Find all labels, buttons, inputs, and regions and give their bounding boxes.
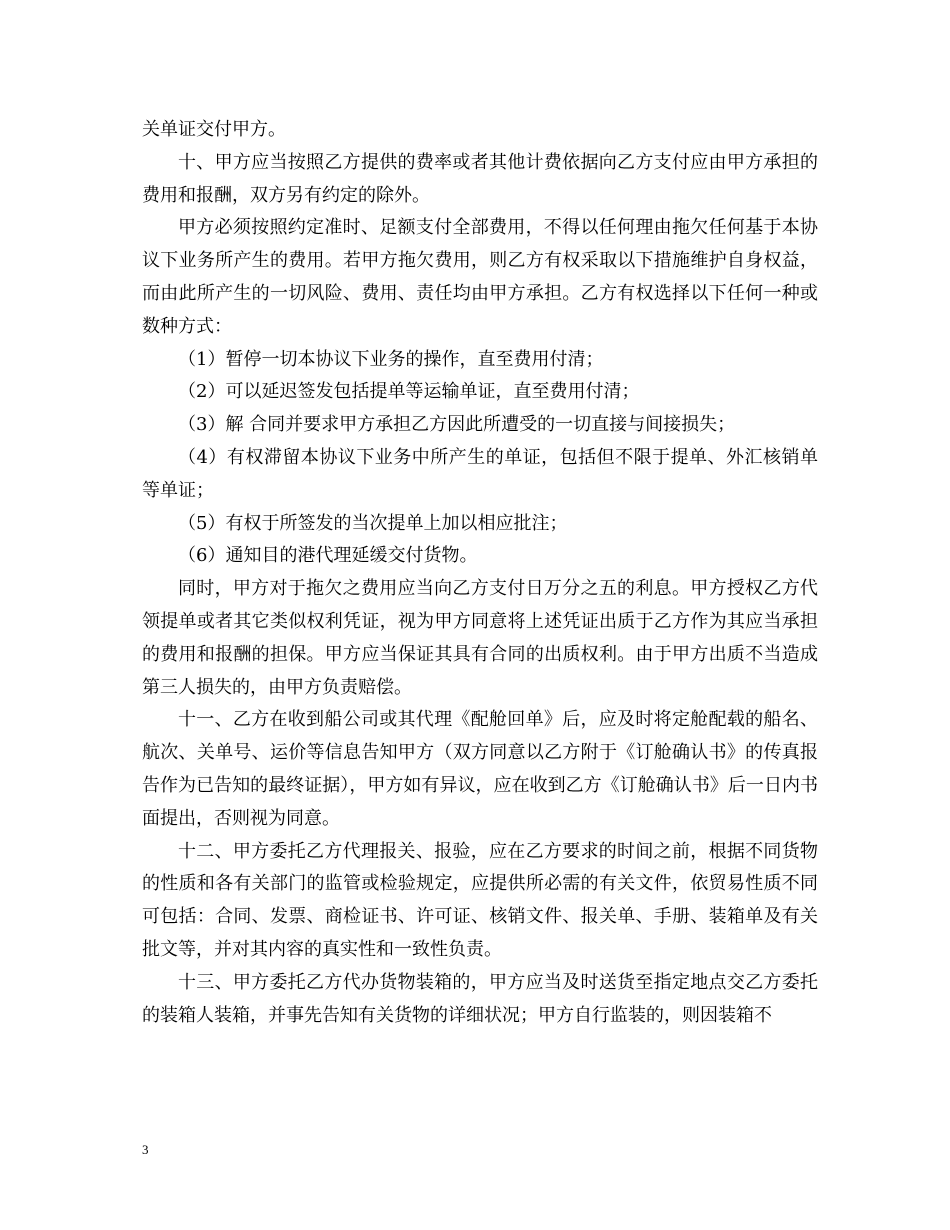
list-item-3: （3）解 合同并要求甲方承担乙方因此所遭受的一切直接与间接损失； — [178, 414, 736, 436]
list-item-4: （4）有权滞留本协议下业务中所产生的单证，包括但不限于提单、外汇核销单等单证； — [142, 446, 818, 501]
page-number: 3 — [142, 1142, 149, 1157]
list-item-5: （5）有权于所签发的当次提单上加以相应批注； — [178, 512, 568, 534]
paragraph-clause-11: 十一、乙方在收到船公司或其代理《配舱回单》后，应及时将定舱配载的船名、航次、关单号、运价等信息告知甲方（双方同意以乙方附于《订舱确认书》的传真报告作为已告知的最终证据），甲方如有异议，应在收到乙方《订舱确认书》后一日内书面提出，否则视为同意。 — [142, 709, 818, 829]
list-item-2: （2）可以延迟签发包括提单等运输单证，直至费用付清； — [178, 381, 640, 403]
paragraph-clause-12: 十二、甲方委托乙方代理报关、报验，应在乙方要求的时间之前，根据不同货物的性质和各有关部门的监管或检验规定，应提供所必需的有关文件，依贸易性质不同可包括：合同、发票、商检证书、许可证、核销文件、报关单、手册、装箱单及有关批文等，并对其内容的真实性和一致性负责。 — [142, 840, 818, 960]
paragraph-continuation: 关单证交付甲方。 — [142, 119, 286, 140]
paragraph-clause-10: 十、甲方应当按照乙方提供的费率或者其他计费依据向乙方支付应由甲方承担的费用和报酬，双方另有约定的除外。 — [142, 151, 818, 206]
paragraph-payment-obligation: 甲方必须按照约定准时、足额支付全部费用，不得以任何理由拖欠任何基于本协议下业务所产生的费用。若甲方拖欠费用，则乙方有权采取以下措施维护自身权益，而由此所产生的一切风险、费用、责任均由甲方承担。乙方有权选择以下任何一种或数种方式： — [142, 217, 818, 337]
list-item-1: （1）暂停一切本协议下业务的操作，直至费用付清； — [178, 348, 604, 370]
document-body — [142, 114, 818, 1032]
paragraph-interest-pledge: 同时，甲方对于拖欠之费用应当向乙方支付日万分之五的利息。甲方授权乙方代领提单或者其它类似权利凭证，视为甲方同意将上述凭证出质于乙方作为其应当承担的费用和报酬的担保。甲方应当保证其具有合同的出质权利。由于甲方出质不当造成第三人损失的，由甲方负责赔偿。 — [142, 578, 818, 698]
paragraph-clause-13: 十三、甲方委托乙方代办货物装箱的，甲方应当及时送货至指定地点交乙方委托的装箱人装箱，并事先告知有关货物的详细状况；甲方自行监装的，则因装箱不 — [142, 971, 818, 1026]
list-item-6: （6）通知目的港代理延缓交付货物。 — [178, 545, 478, 567]
